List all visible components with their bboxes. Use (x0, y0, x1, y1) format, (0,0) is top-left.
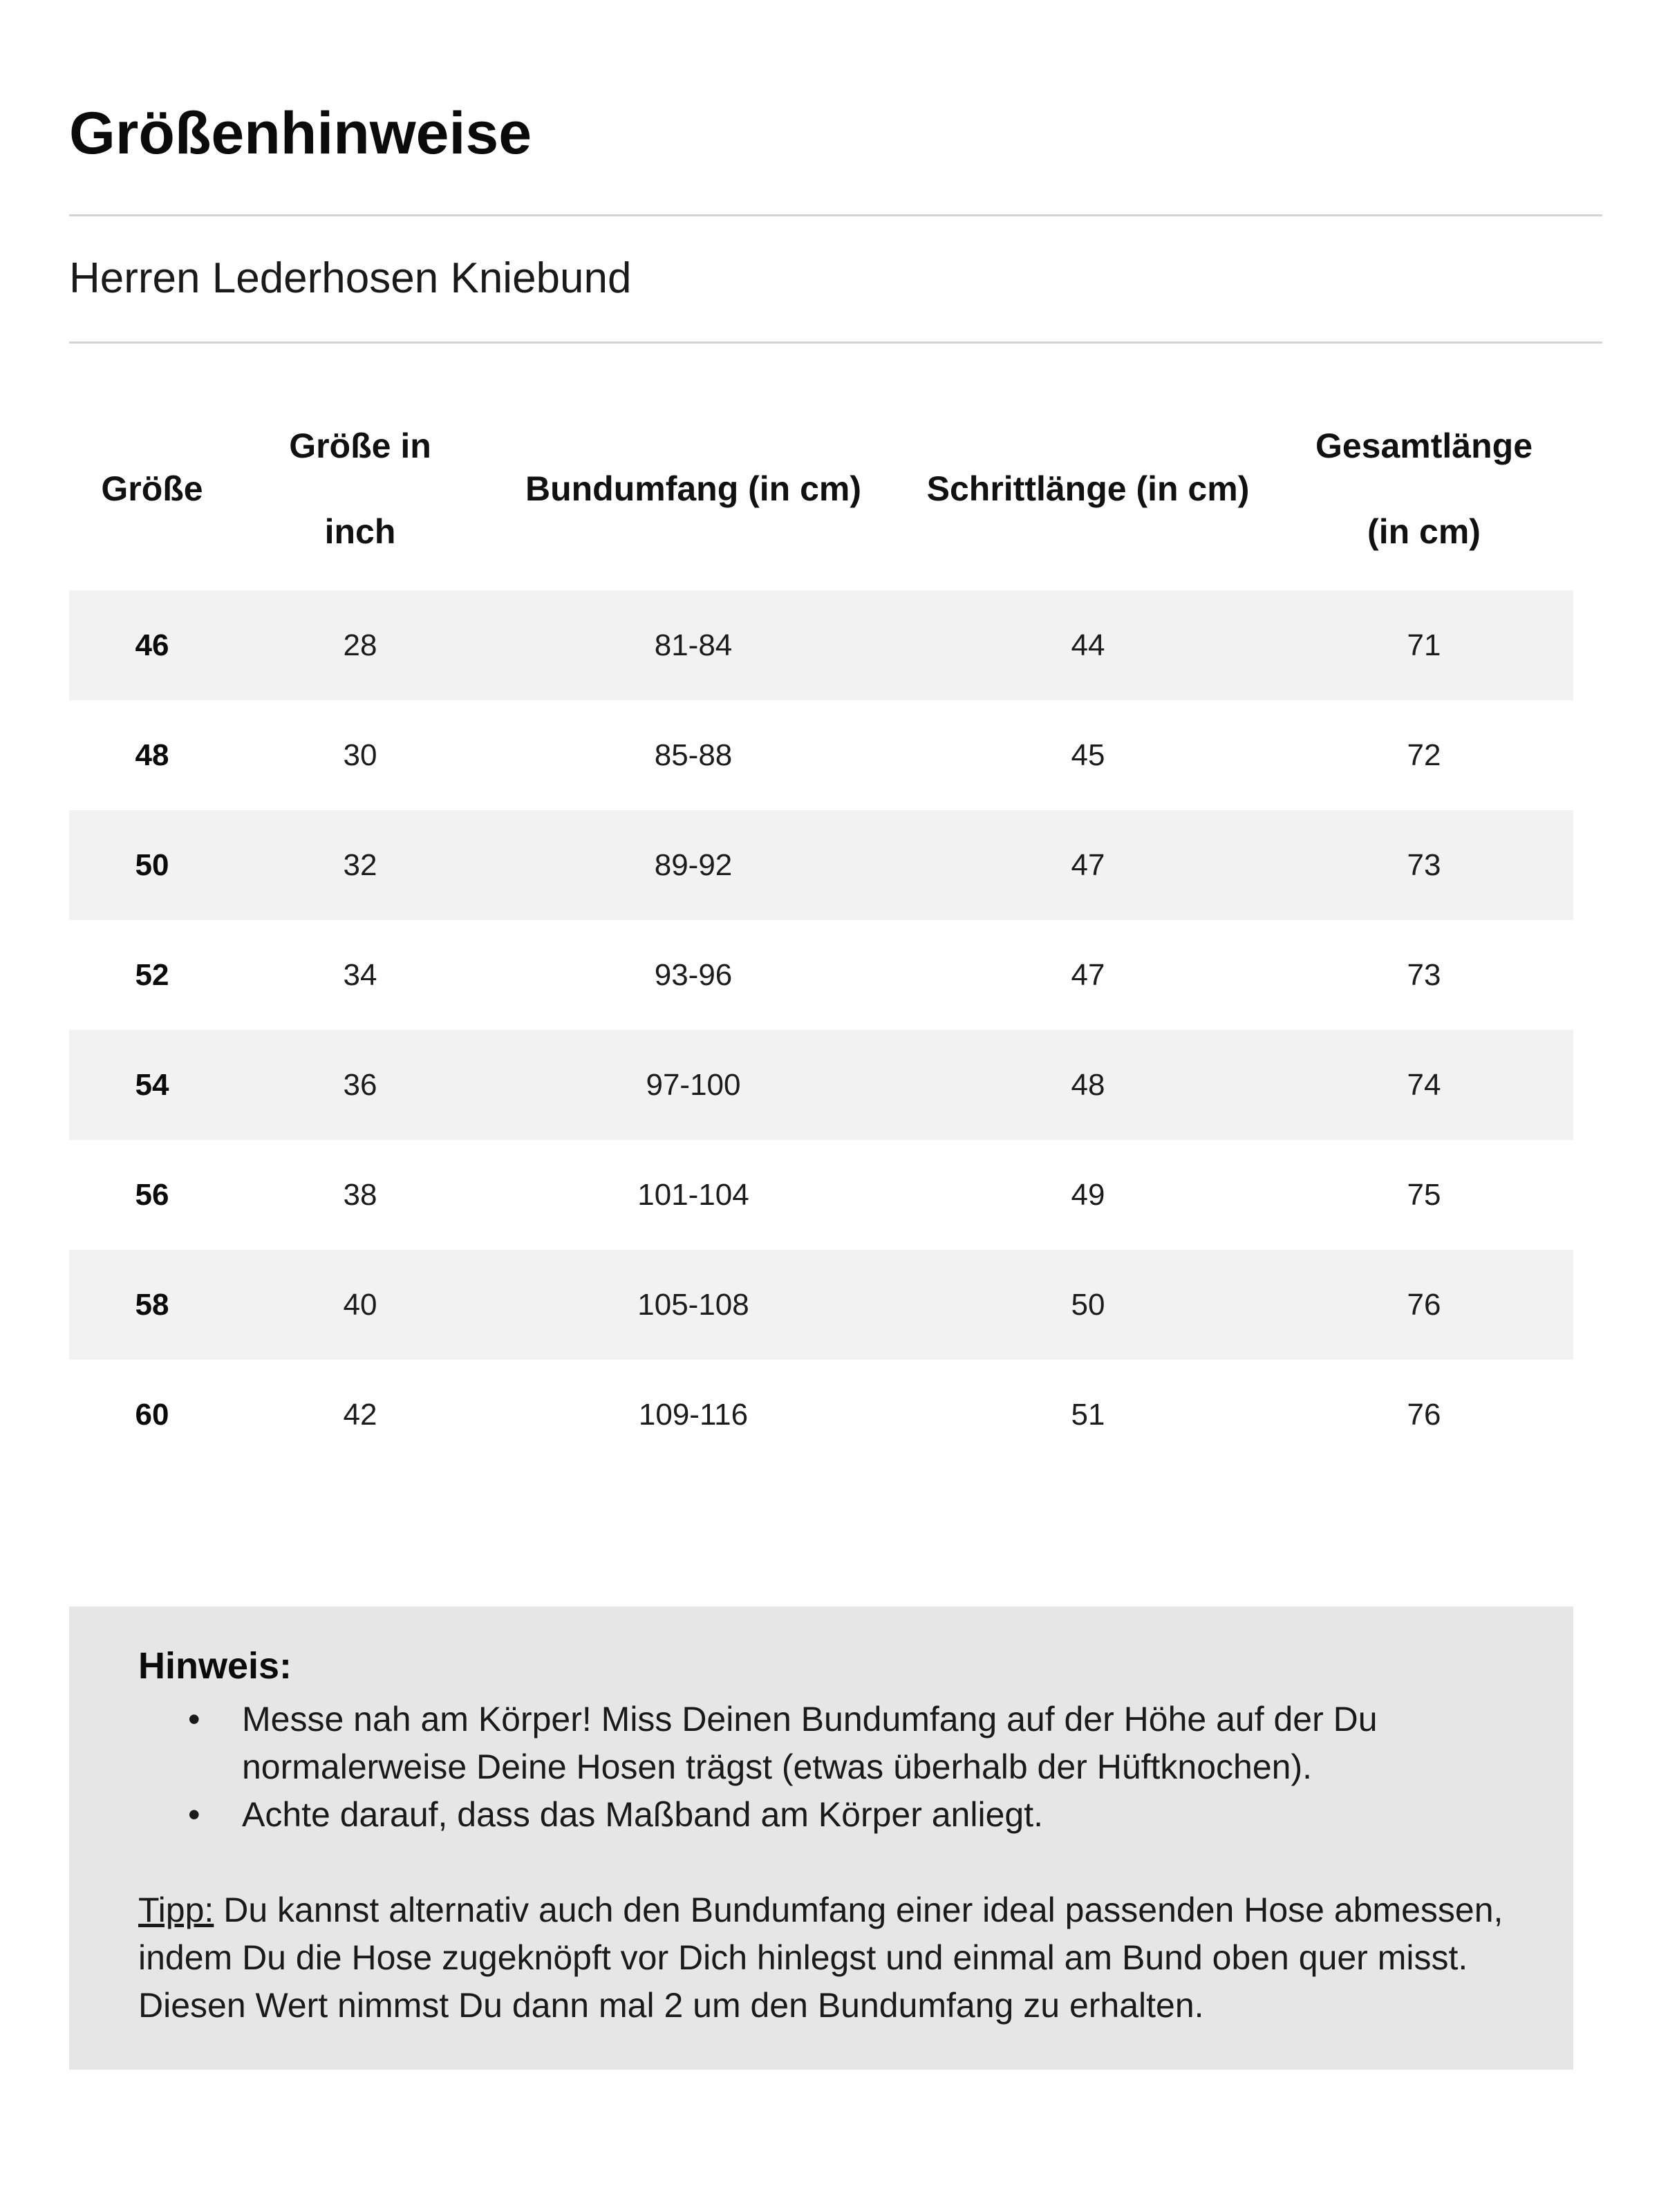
title-divider (69, 214, 1602, 216)
tip-label: Tipp: (138, 1890, 214, 1929)
note-list (138, 1696, 1504, 1839)
cell-size: 54 (69, 1030, 235, 1140)
note-box (69, 1606, 1573, 2070)
list-item (188, 1791, 1504, 1839)
table-row (69, 810, 1573, 920)
cell-waist: 109-116 (638, 1397, 749, 1432)
cell-size: 50 (69, 810, 235, 920)
header-size-inch: Größe in inch (289, 427, 431, 551)
bullet-icon: • (188, 1699, 200, 1738)
cell-waist: 93-96 (654, 957, 733, 992)
header-size: Größe (101, 469, 203, 508)
cell-inch: 36 (235, 1030, 485, 1140)
table-header-row (69, 387, 1573, 590)
tip-paragraph (138, 1886, 1504, 2030)
cell-inseam: 47 (901, 810, 1275, 920)
table-row (69, 1030, 1573, 1140)
cell-size: 60 (135, 1397, 169, 1432)
tip-text: Du kannst alternativ auch den Bundumfang einer ideal passenden Hose abmessen, indem Du die Hose zugeknöpft vor Dich hinlegst und einmal am Bund oben quer misst. Diesen Wert nimmst Du dann mal 2 um den Bundumfang zu erhalten. (138, 1890, 1503, 2025)
page-title: Größenhinweise (69, 100, 532, 167)
cell-inseam: 51 (1071, 1397, 1105, 1432)
cell-waist: 81-84 (485, 590, 901, 700)
cell-size: 52 (135, 957, 169, 992)
cell-length: 76 (1275, 1250, 1573, 1360)
note-heading: Hinweis: (138, 1645, 292, 1687)
size-table (69, 387, 1573, 1470)
cell-size: 56 (135, 1177, 169, 1212)
cell-inseam: 50 (901, 1250, 1275, 1360)
cell-size: 48 (135, 738, 169, 772)
cell-inch: 32 (235, 810, 485, 920)
header-inseam: Schrittlänge (in cm) (926, 469, 1250, 508)
cell-waist: 105-108 (485, 1250, 901, 1360)
cell-length: 74 (1275, 1030, 1573, 1140)
cell-waist: 97-100 (485, 1030, 901, 1140)
note-bullet-text: Achte darauf, dass das Maßband am Körper anliegt. (242, 1794, 1043, 1834)
table-row (69, 700, 1573, 810)
cell-length: 72 (1407, 738, 1441, 772)
cell-inch: 28 (235, 590, 485, 700)
cell-length: 71 (1275, 590, 1573, 700)
cell-length: 73 (1407, 957, 1441, 992)
cell-inch: 34 (343, 957, 377, 992)
cell-inch: 38 (343, 1177, 377, 1212)
cell-inseam: 47 (1071, 957, 1105, 992)
cell-size: 46 (69, 590, 235, 700)
table-row (69, 1250, 1573, 1360)
cell-waist: 85-88 (654, 738, 733, 772)
cell-inseam: 48 (901, 1030, 1275, 1140)
header-total-length: Gesamtlänge (in cm) (1315, 427, 1533, 551)
cell-waist: 101-104 (637, 1177, 749, 1212)
table-row (69, 1140, 1573, 1250)
table-row (69, 1360, 1573, 1470)
list-item (188, 1696, 1504, 1791)
header-waist: Bundumfang (in cm) (525, 469, 862, 508)
cell-inch: 40 (235, 1250, 485, 1360)
subtitle-divider (69, 341, 1602, 344)
cell-inseam: 45 (1071, 738, 1105, 772)
cell-inseam: 44 (901, 590, 1275, 700)
cell-length: 73 (1275, 810, 1573, 920)
cell-inch: 30 (343, 738, 377, 772)
cell-length: 75 (1407, 1177, 1441, 1212)
cell-inseam: 49 (1071, 1177, 1105, 1212)
table-row (69, 920, 1573, 1030)
cell-inch: 42 (343, 1397, 377, 1432)
cell-waist: 89-92 (485, 810, 901, 920)
cell-size: 58 (69, 1250, 235, 1360)
note-bullet-text: Messe nah am Körper! Miss Deinen Bundumfang auf der Höhe auf der Du normalerweise Deine Hosen trägst (etwas überhalb der Hüftknochen). (242, 1699, 1378, 1786)
bullet-icon: • (188, 1794, 200, 1834)
product-subtitle: Herren Lederhosen Kniebund (69, 254, 632, 302)
table-row (69, 590, 1573, 700)
cell-length: 76 (1407, 1397, 1441, 1432)
